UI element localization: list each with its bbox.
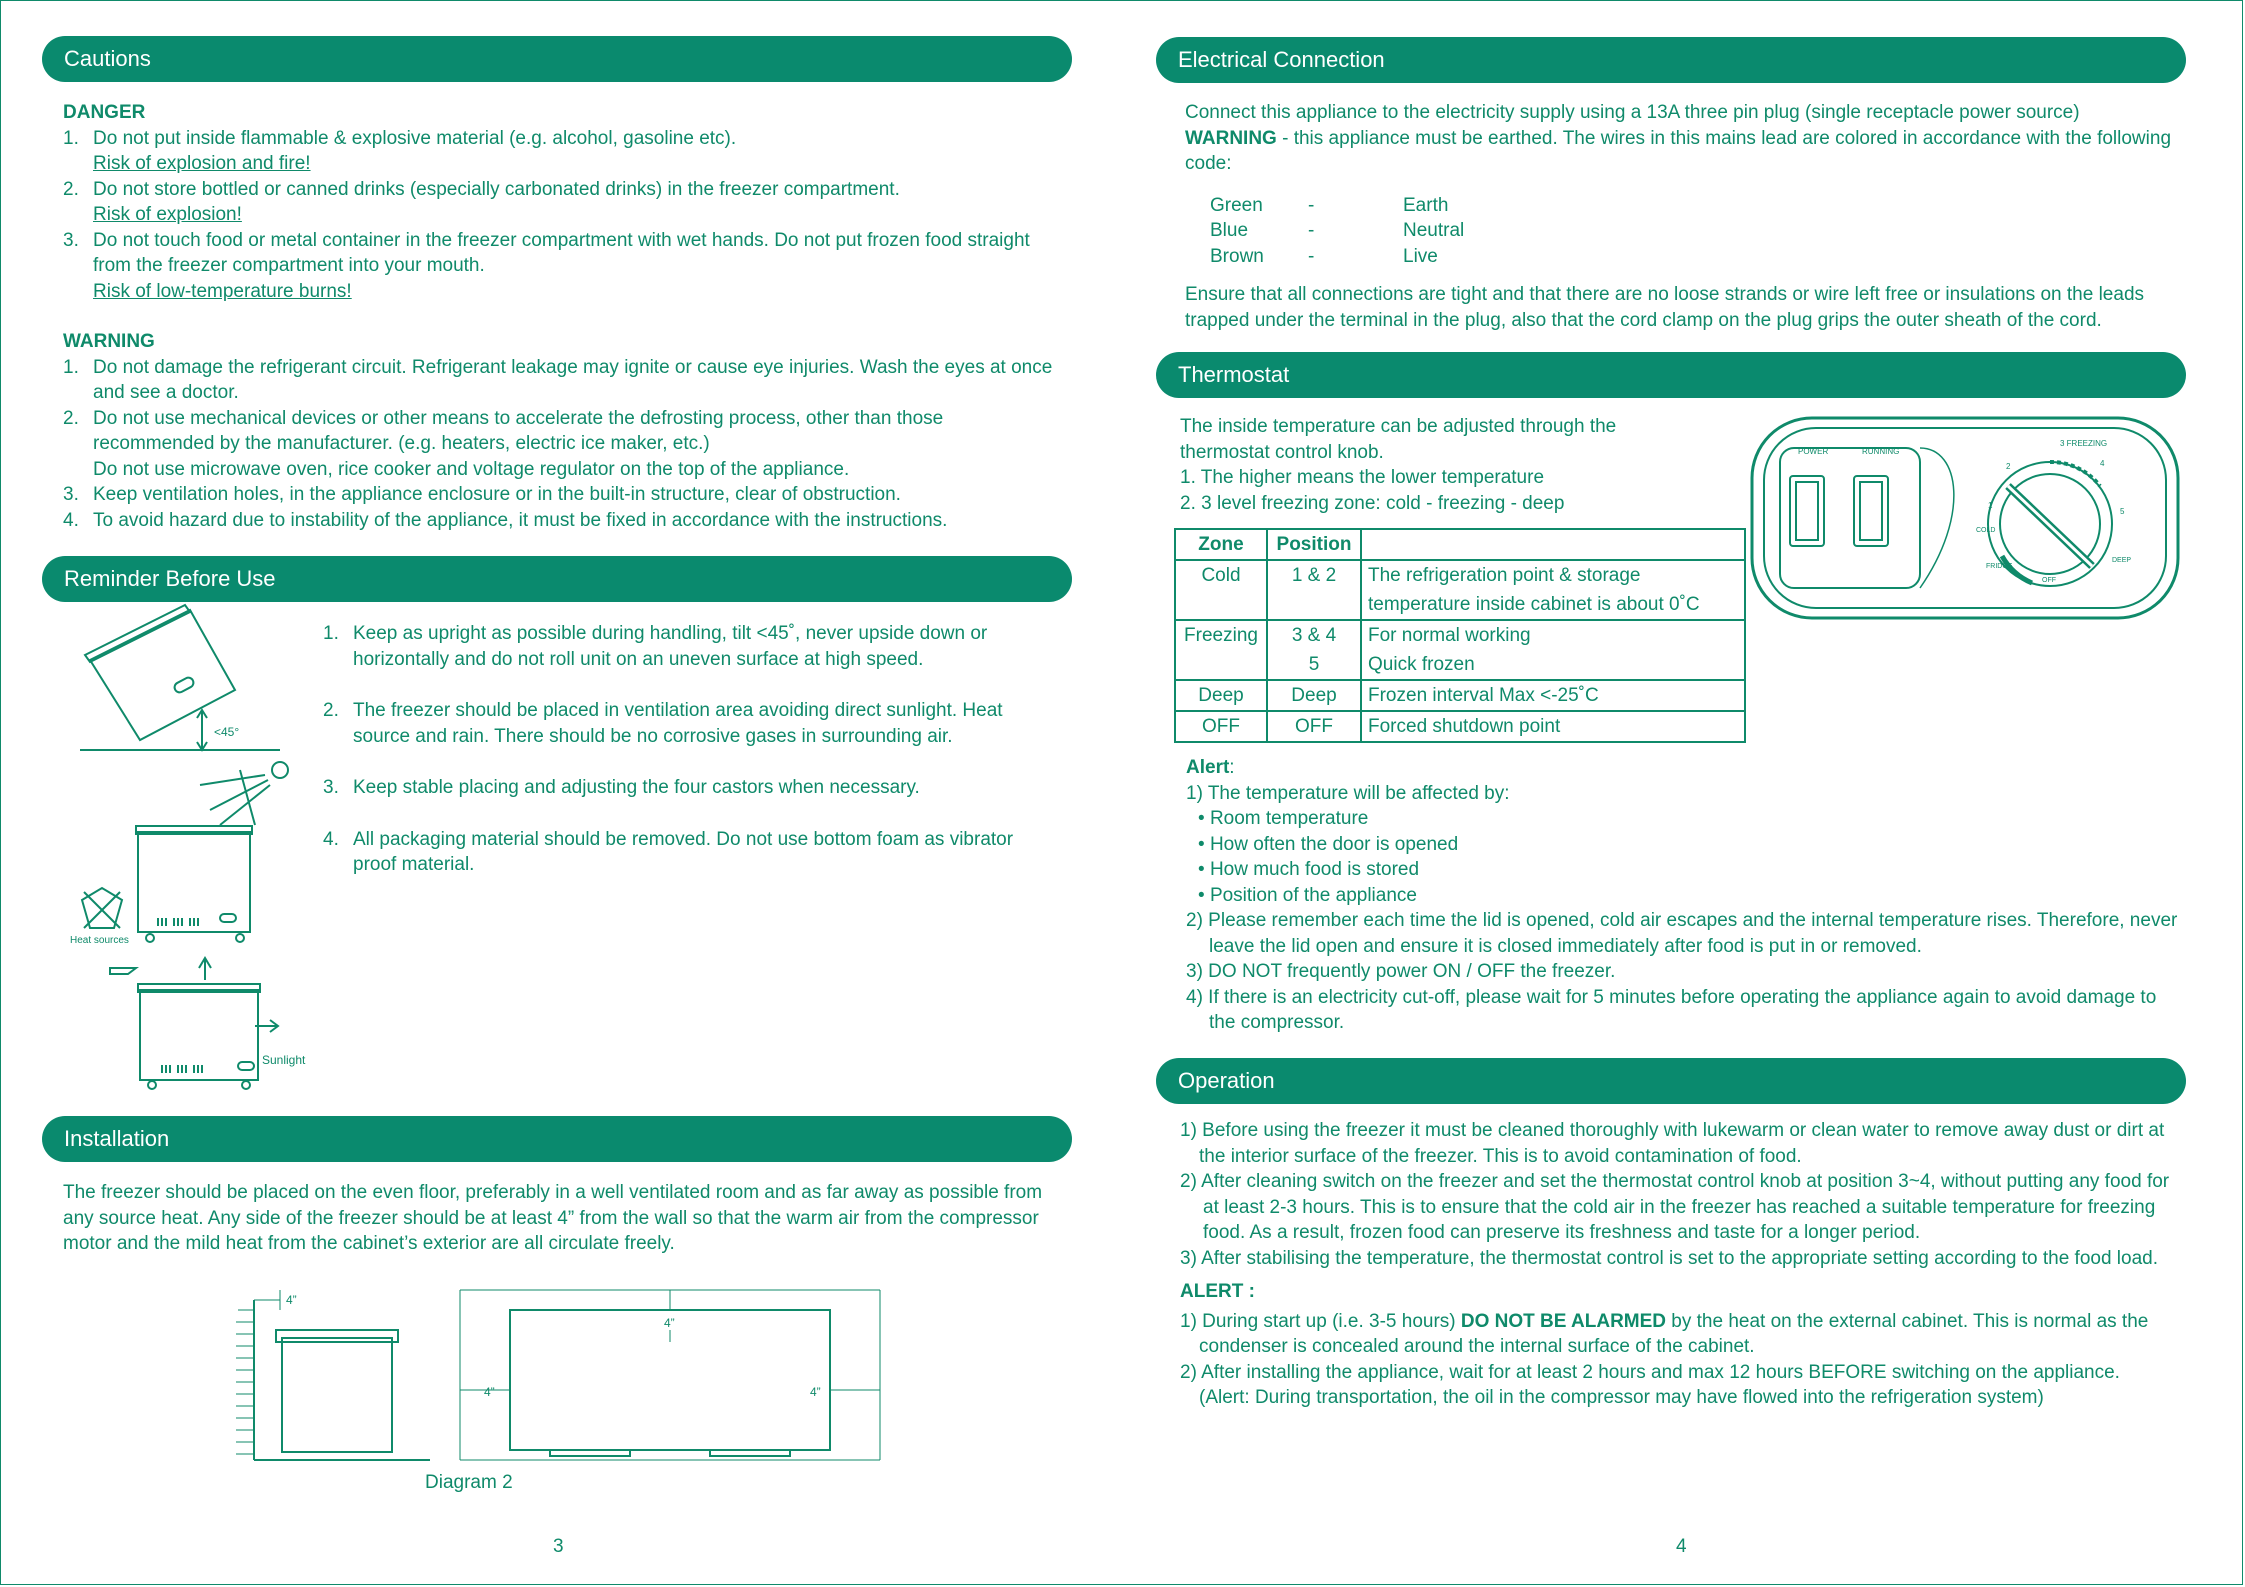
operation-body: [1180, 1118, 2190, 1411]
operation-alert-title: ALERT :: [1180, 1281, 1255, 1302]
sunlight-label: Sunlight: [262, 1053, 306, 1067]
danger-note-3: Risk of low-temperature burns!: [93, 280, 352, 302]
electrical-intro: Connect this appliance to the electricity supply using a 13A three pin plug (single receptacle power source): [1185, 102, 2080, 123]
operation-alert-1: 1) During start up (i.e. 3-5 hours) DO NOT BE ALARMED by the heat on the external cabinet. This is normal as the condenser is concealed around the internal surface of the cabinet.: [1180, 1310, 2149, 1357]
warning-item-2: 2. Do not use mechanical devices or other means to accelerate the defrosting process, other than those recommended by the manufacturer. (e.g. heaters, electric ice maker, etc.) Do not use microwave oven, rice cooker and voltage regulator on the top of the appliance.: [63, 407, 944, 480]
operation-header: Operation: [1156, 1058, 2186, 1104]
thermostat-line: The inside temperature can be adjusted through the: [1180, 416, 1617, 437]
alert-item-3: 3) DO NOT frequently power ON / OFF the freezer.: [1186, 961, 1616, 982]
operation-item-2: 2) After cleaning switch on the freezer and set the thermostat control knob at position 3~4, without putting any food for at least 2-3 hours. This is to ensure that the cold air in the freezer has reached a suitable temperature for freezing food. As a result, frozen food can preserve its freshness and taste for a longer period.: [1180, 1171, 2170, 1243]
warning-item-1: 1. Do not damage the refrigerant circuit. Refrigerant leakage may ignite or cause eye injuries. Wash the eyes at once and see a doctor.: [63, 356, 1053, 403]
tilted-freezer-icon: [80, 605, 280, 750]
page-number-right: 4: [1676, 1536, 1687, 1557]
installation-text: The freezer should be placed on the even floor, preferably in a well ventilated room and as far away as possible from any source heat. Any side of the freezer should be at least 4” from the wall so that the warm air from the compressor motor and the mild heat from the cabinet’s exterior are all circulate freely.: [63, 1182, 1043, 1254]
wire-code-row: Blue - Neutral: [1210, 220, 1465, 241]
warning-title: WARNING: [63, 331, 155, 352]
operation-alert-2-note: (Alert: During transportation, the oil in the compressor may have flowed into the refrigeration system): [1199, 1387, 2044, 1408]
reminder-item-2: 2. The freezer should be placed in ventilation area avoiding direct sunlight. Heat source and rain. There should be no corrosive gases in surrounding air.: [323, 700, 1003, 747]
reminder-item-4: 4. All packaging material should be removed. Do not use bottom foam as vibrator proof material.: [323, 828, 1014, 875]
thermostat-line: 1. The higher means the lower temperature: [1180, 467, 1545, 488]
dial-number: 2: [2006, 462, 2011, 471]
reminder-list: [323, 621, 1053, 878]
thermostat-intro: [1180, 414, 1700, 516]
alert-bullet: • How often the door is opened: [1198, 833, 1459, 855]
cautions-body: [63, 100, 1063, 533]
running-label: RUNNING: [1862, 447, 1900, 456]
reminder-header: Reminder Before Use: [42, 556, 1072, 602]
danger-item-2: 2. Do not store bottled or canned drinks (especially carbonated drinks) in the freezer compartment. Risk of explosion!: [63, 178, 900, 225]
thermostat-line: 2. 3 level freezing zone: cold - freezing - deep: [1180, 492, 1565, 514]
danger-note-1: Risk of explosion and fire!: [93, 153, 311, 174]
dial-number: 4: [2100, 459, 2105, 468]
col-header-position: Position: [1267, 529, 1361, 560]
electrical-outro: Ensure that all connections are tight and that there are no loose strands or wire left free or insulations on the leads trapped under the terminal in the plug, also that the cord clamp on the plug grips the outer sheath of the cord.: [1185, 284, 2145, 331]
top-gap-label: 4”: [664, 1316, 675, 1330]
alert-bullet: • How much food is stored: [1198, 859, 1420, 880]
danger-list: [63, 126, 1063, 305]
wire-code-row: Brown - Live: [1210, 245, 1438, 267]
diagram-caption: Diagram 2: [425, 1472, 513, 1493]
installation-diagram: [230, 1270, 890, 1470]
dial-number: 5: [2120, 507, 2125, 516]
cautions-header: Cautions: [42, 36, 1072, 82]
heat-sources-label: Heat sources: [70, 935, 129, 946]
deep-label: DEEP: [2112, 557, 2132, 564]
off-label: OFF: [2042, 577, 2056, 584]
operation-alert-2: 2) After installing the appliance, wait for at least 2 hours and max 12 hours BEFORE switching on the appliance.: [1180, 1361, 2120, 1383]
thermostat-alert: [1186, 755, 2186, 1036]
electrical-warning: WARNING - this appliance must be earthed. The wires in this mains lead are colored in accordance with the following code:: [1185, 127, 2172, 174]
alert-bullet: • Position of the appliance: [1198, 884, 1417, 906]
alert-item-2: 2) Please remember each time the lid is opened, cold air escapes and the internal temperature rises. Therefore, never leave the lid open and ensure it is closed immediately after food is put in or removed.: [1186, 910, 2178, 957]
fridge-label: FRIDGE: [1986, 563, 2013, 570]
operation-item-3: 3) After stabilising the temperature, the thermostat control is set to the appropriate setting according to the food load.: [1180, 1247, 2158, 1269]
zone-table-header: [1175, 529, 1745, 560]
freezing-label: 3 FREEZING: [2060, 439, 2108, 448]
page-number-left: 3: [553, 1536, 564, 1557]
electrical-header: Electrical Connection: [1156, 37, 2186, 83]
table-row: Freezing 3 & 4 5 For normal working Quick frozen: [1175, 620, 1745, 680]
danger-title: DANGER: [63, 102, 146, 123]
left-gap-label: 4”: [484, 1385, 495, 1399]
danger-item-3: 3. Do not touch food or metal container in the freezer compartment with wet hands. Do not put frozen food straight from the freezer compartment into your mouth. Risk of low-temperature burns!: [63, 229, 1030, 302]
alert-bullet: • Room temperature: [1198, 808, 1369, 829]
table-row: Cold 1 & 2 The refrigeration point & storage temperature inside cabinet is about 0˚C: [1175, 560, 1745, 620]
reminder-illustrations: [70, 600, 340, 1090]
freezer-heat-icon: [70, 826, 252, 946]
danger-note-2: Risk of explosion!: [93, 204, 242, 225]
side-view-diagram: [236, 1290, 430, 1460]
alert-item-4: 4) If there is an electricity cut-off, please wait for 5 minutes before operating the appliance again to avoid damage to the compressor.: [1186, 986, 2157, 1033]
control-panel-illustration: [1750, 416, 2180, 622]
warning-list: [63, 355, 1063, 534]
reminder-item-3: 3. Keep stable placing and adjusting the four castors when necessary.: [323, 777, 920, 798]
thermostat-line: thermostat control knob.: [1180, 441, 1384, 463]
right-gap-label: 4”: [810, 1385, 821, 1399]
reminder-item-1: 1. Keep as upright as possible during handling, tilt <45˚, never upside down or horizontally and do not roll unit on an uneven surface at high speed.: [323, 623, 988, 670]
page-left: [0, 0, 1120, 1587]
thermostat-header: Thermostat: [1156, 352, 2186, 398]
installation-header: Installation: [42, 1116, 1072, 1162]
operation-item-1: 1) Before using the freezer it must be cleaned thoroughly with lukewarm or clean water to remove away dust or dirt at the interior surface of the freezer. This is to avoid contamination of food.: [1180, 1120, 2165, 1167]
warning-item-4: 4. To avoid hazard due to instability of the appliance, it must be fixed in accordance with the instructions.: [63, 509, 948, 531]
danger-item-1: 1. Do not put inside flammable & explosive material (e.g. alcohol, gasoline etc). Risk of explosion and fire!: [63, 127, 737, 174]
sun-rays-icon: [200, 762, 288, 825]
table-row: OFF OFF Forced shutdown point: [1175, 711, 1745, 742]
wire-code-row: Green - Earth: [1210, 194, 1449, 216]
warning-item-3: 3. Keep ventilation holes, in the appliance enclosure or in the built-in structure, clear of obstruction.: [63, 484, 901, 505]
alert-item-1: 1) The temperature will be affected by:: [1186, 782, 1510, 804]
freezer-sunlight-icon: [110, 958, 306, 1089]
page-right: [1120, 0, 2245, 1587]
alert-title: Alert:: [1186, 757, 1235, 778]
dial-number: 1: [1988, 501, 1993, 510]
top-view-diagram: [460, 1290, 880, 1460]
table-row: Deep Deep Frozen interval Max <-25˚C: [1175, 680, 1745, 711]
tilt-label: <45°: [214, 725, 240, 739]
zone-table: [1174, 528, 1746, 743]
wire-code-list: [1185, 193, 2185, 270]
col-header-description: [1361, 529, 1745, 560]
col-header-zone: Zone: [1175, 529, 1267, 560]
electrical-body: [1185, 100, 2185, 333]
cold-label: COLD: [1976, 527, 1996, 534]
side-gap-label: 4”: [286, 1293, 297, 1307]
power-label: POWER: [1798, 447, 1829, 456]
